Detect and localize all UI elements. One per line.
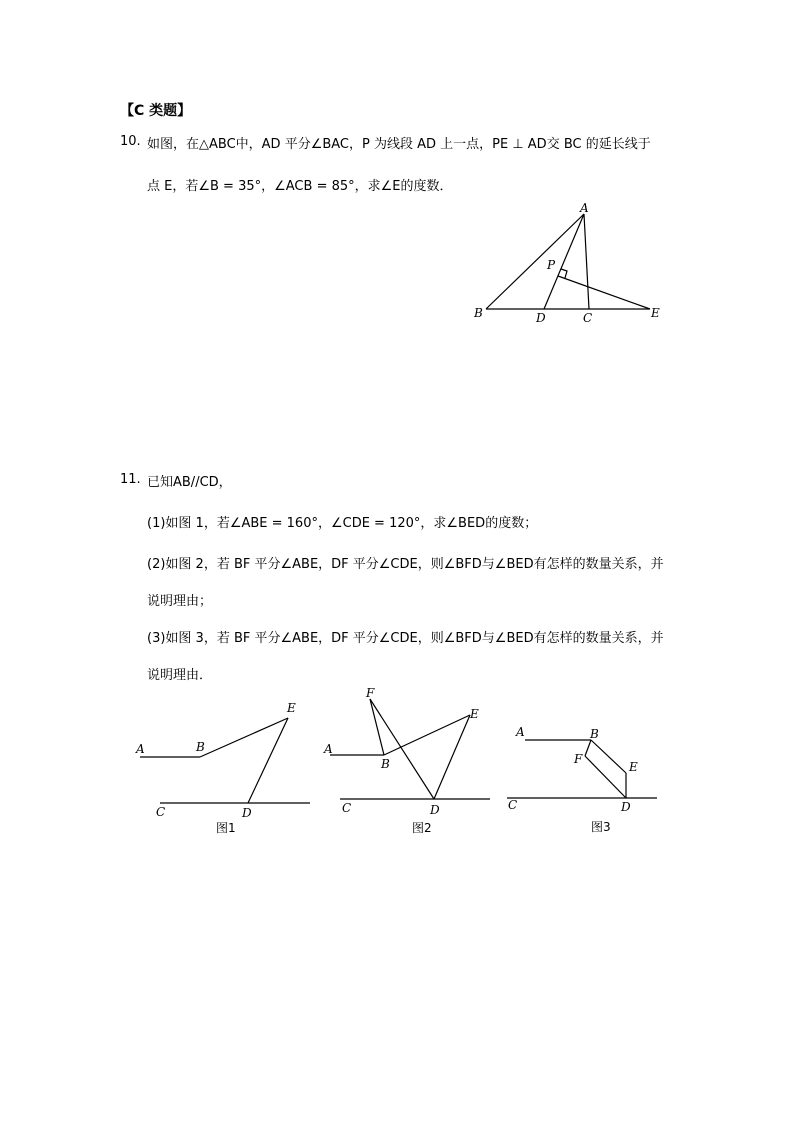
line-fd	[585, 756, 626, 798]
label-b: B	[474, 306, 483, 320]
figure-3	[505, 720, 665, 840]
question-11-part-2-line-2: 说明理由；	[147, 594, 213, 609]
line-ed	[248, 718, 288, 803]
label-e: E	[651, 306, 660, 320]
question-11-part-3-line-2: 说明理由．	[147, 668, 213, 683]
label-b: B	[196, 740, 205, 754]
question-11-number: 11.	[120, 472, 141, 487]
label-d: D	[242, 806, 252, 820]
label-b: B	[590, 727, 599, 741]
label-e: E	[470, 707, 479, 721]
line-bf	[585, 740, 591, 756]
right-angle-mark	[561, 269, 567, 278]
question-11-part-3-line-1: (3)如图 3，若 BF 平分∠ABE，DF 平分∠CDE，则∠BFD与∠BED有怎样的数量关系，并	[147, 631, 664, 646]
label-c: C	[156, 805, 166, 819]
label-a: A	[324, 742, 333, 756]
line-ac	[584, 214, 589, 309]
label-e: E	[287, 701, 296, 715]
label-f: F	[574, 752, 583, 766]
label-a: A	[136, 742, 145, 756]
line-fb	[370, 699, 384, 755]
label-c: C	[342, 801, 352, 815]
label-e: E	[629, 760, 638, 774]
question-11-intro: 已知AB//CD，	[147, 475, 232, 490]
section-title: 【C 类题】	[120, 103, 192, 119]
figure-1-caption: 图1	[216, 821, 236, 835]
label-d: D	[430, 803, 440, 817]
line-fd	[370, 699, 434, 799]
line-ed	[434, 715, 470, 799]
line-be	[200, 718, 288, 757]
figure-2-caption: 图2	[412, 821, 432, 835]
label-f: F	[366, 686, 375, 700]
figure-2	[320, 685, 500, 840]
line-be	[384, 715, 470, 755]
label-a: A	[516, 725, 525, 739]
question-10-line-1: 如图，在△ABC中，AD 平分∠BAC，P 为线段 AD 上一点，PE ⊥ AD交 BC 的延长线于	[147, 137, 651, 152]
question-10-figure	[470, 200, 670, 325]
question-11-part-2-line-1: (2)如图 2，若 BF 平分∠ABE，DF 平分∠CDE，则∠BFD与∠BED有怎样的数量关系，并	[147, 557, 664, 572]
label-p: P	[547, 258, 556, 272]
line-pe	[558, 276, 650, 309]
line-ba	[486, 214, 584, 309]
figure-1	[130, 700, 320, 840]
question-10-number: 10.	[120, 134, 141, 149]
label-c: C	[583, 311, 593, 325]
label-c: C	[508, 798, 518, 812]
label-a: A	[580, 201, 589, 215]
label-b: B	[381, 757, 390, 771]
figure-3-caption: 图3	[591, 820, 611, 834]
question-11-part-1: (1)如图 1，若∠ABE = 160°，∠CDE = 120°，求∠BED的度数；	[147, 516, 538, 531]
question-10-line-2: 点 E，若∠B = 35°，∠ACB = 85°，求∠E的度数．	[147, 179, 453, 194]
label-d: D	[621, 800, 631, 814]
label-d: D	[536, 311, 546, 325]
